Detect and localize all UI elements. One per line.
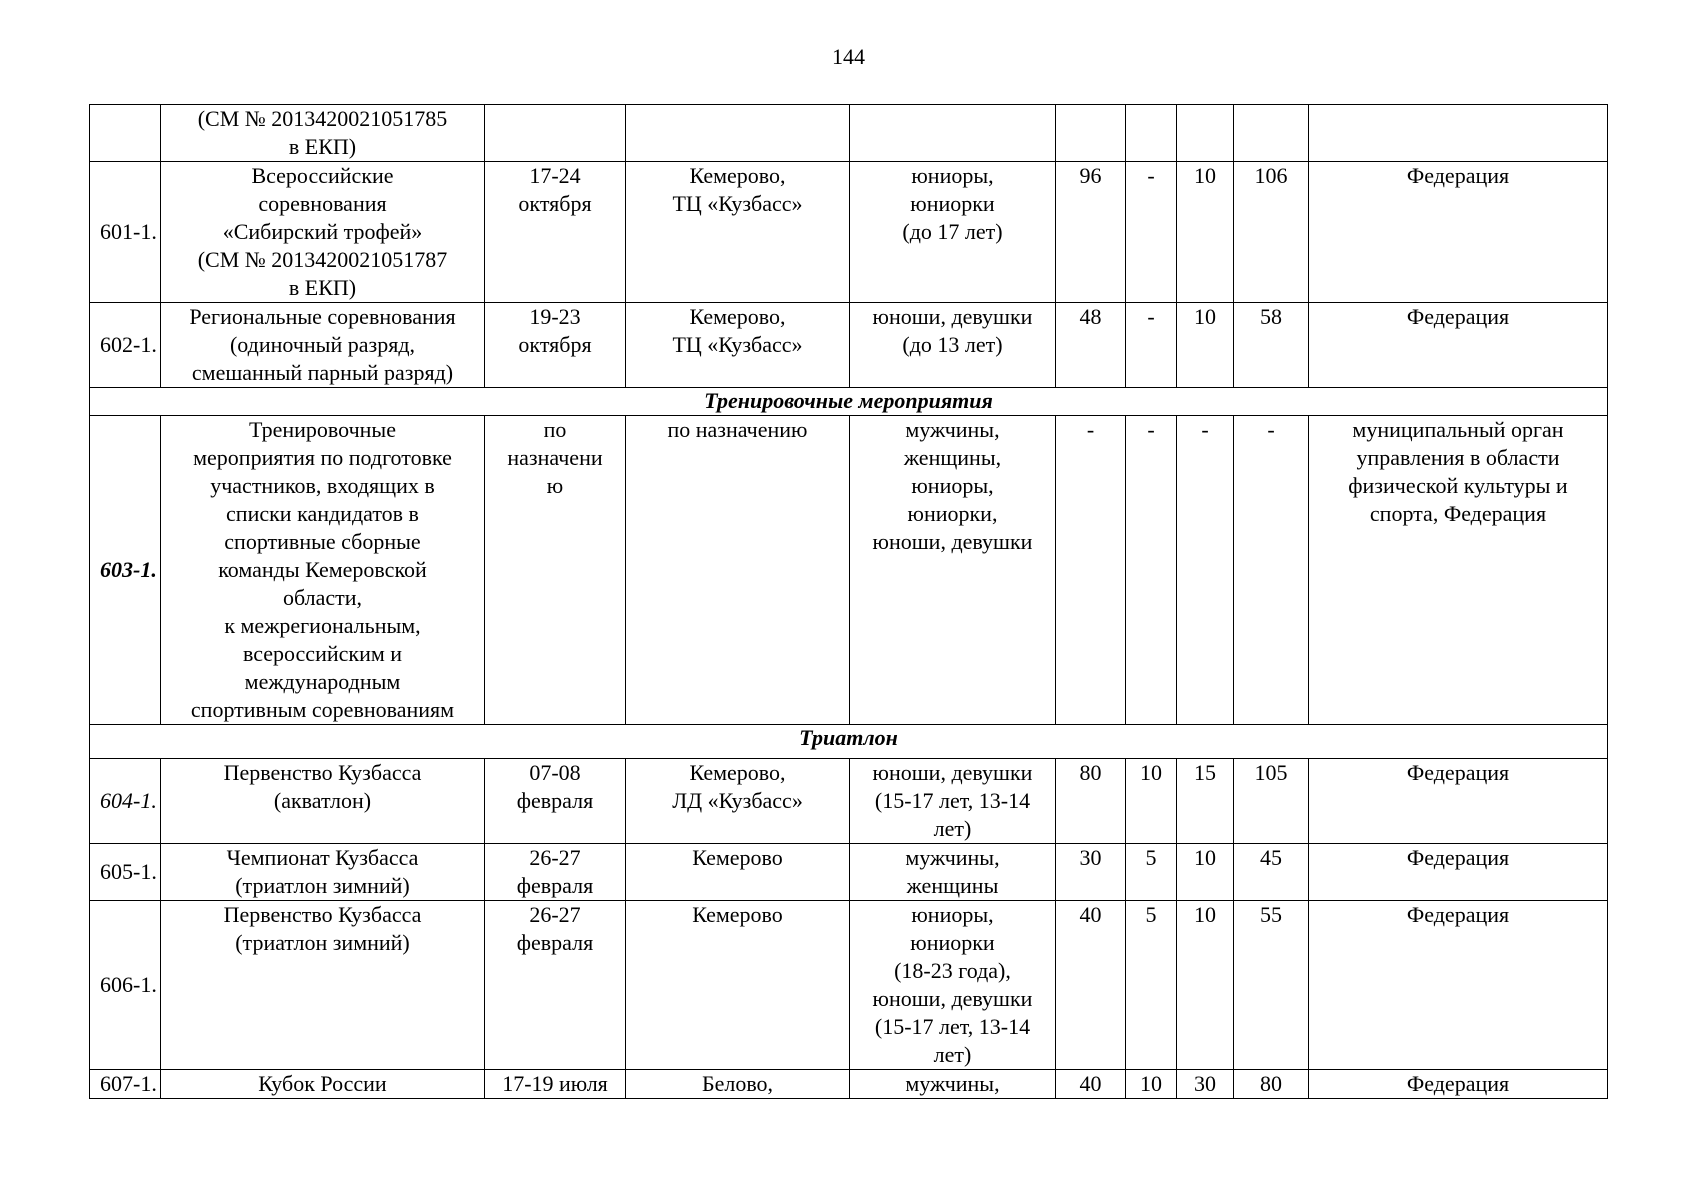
row-number: 603-1. — [90, 416, 161, 725]
count-3 — [1177, 105, 1234, 162]
count-3: - — [1177, 416, 1234, 725]
count-total: 45 — [1234, 844, 1309, 901]
event-name: (СМ № 2013420021051785 в ЕКП) — [161, 105, 485, 162]
event-name: Тренировочные мероприятия по подготовке участников, входящих в списки кандидатов в спортивные сборные команды Кемеровской области, к межрегиональным, всероссийским и международным спортивным соревнованиям — [161, 416, 485, 725]
count-3: 10 — [1177, 901, 1234, 1070]
event-name: Чемпионат Кузбасса (триатлон зимний) — [161, 844, 485, 901]
participants: мужчины, женщины, юниоры, юниорки, юноши, девушки — [850, 416, 1056, 725]
count-3: 10 — [1177, 844, 1234, 901]
organizer: Федерация — [1309, 844, 1608, 901]
count-3: 15 — [1177, 759, 1234, 844]
event-place: по назначению — [626, 416, 850, 725]
event-place: Кемерово — [626, 844, 850, 901]
count-total — [1234, 105, 1309, 162]
count-1: - — [1056, 416, 1126, 725]
count-1 — [1056, 105, 1126, 162]
participants: юноши, девушки (до 13 лет) — [850, 303, 1056, 388]
event-place: Кемерово — [626, 901, 850, 1070]
count-3: 30 — [1177, 1070, 1234, 1099]
event-dates: 19-23 октября — [485, 303, 626, 388]
section-title: Тренировочные мероприятия — [90, 388, 1608, 416]
table-row — [90, 844, 1608, 901]
count-2: 5 — [1126, 901, 1177, 1070]
organizer: муниципальный орган управления в области физической культуры и спорта, Федерация — [1309, 416, 1608, 725]
table-row — [90, 105, 1608, 162]
row-number: 606-1. — [90, 901, 161, 1070]
organizer — [1309, 105, 1608, 162]
count-2: 10 — [1126, 1070, 1177, 1099]
participants: мужчины, — [850, 1070, 1056, 1099]
event-place: Кемерово, ТЦ «Кузбасс» — [626, 303, 850, 388]
event-dates: 07-08 февраля — [485, 759, 626, 844]
row-number: 602-1. — [90, 303, 161, 388]
count-1: 48 — [1056, 303, 1126, 388]
event-place: Кемерово, ЛД «Кузбасс» — [626, 759, 850, 844]
table-row — [90, 416, 1608, 725]
event-name: Первенство Кузбасса (акватлон) — [161, 759, 485, 844]
count-1: 96 — [1056, 162, 1126, 303]
section-row — [90, 725, 1608, 759]
event-name: Региональные соревнования (одиночный разряд, смешанный парный разряд) — [161, 303, 485, 388]
table-row — [90, 759, 1608, 844]
count-1: 40 — [1056, 901, 1126, 1070]
participants: мужчины, женщины — [850, 844, 1056, 901]
row-number — [90, 105, 161, 162]
count-total: 55 — [1234, 901, 1309, 1070]
organizer: Федерация — [1309, 901, 1608, 1070]
row-number: 605-1. — [90, 844, 161, 901]
event-place — [626, 105, 850, 162]
event-dates: 17-19 июля — [485, 1070, 626, 1099]
organizer: Федерация — [1309, 303, 1608, 388]
count-1: 40 — [1056, 1070, 1126, 1099]
table-row — [90, 303, 1608, 388]
count-2: - — [1126, 416, 1177, 725]
section-title: Триатлон — [90, 725, 1608, 759]
section-row — [90, 388, 1608, 416]
events-table — [89, 104, 1608, 1099]
event-name: Кубок России — [161, 1070, 485, 1099]
count-2: 5 — [1126, 844, 1177, 901]
count-total: 58 — [1234, 303, 1309, 388]
count-1: 80 — [1056, 759, 1126, 844]
event-name: Первенство Кузбасса (триатлон зимний) — [161, 901, 485, 1070]
table-row — [90, 162, 1608, 303]
table-row — [90, 901, 1608, 1070]
participants: юноши, девушки (15-17 лет, 13-14 лет) — [850, 759, 1056, 844]
count-3: 10 — [1177, 162, 1234, 303]
page-number: 144 — [832, 44, 865, 69]
count-total: - — [1234, 416, 1309, 725]
event-dates: по назначени ю — [485, 416, 626, 725]
count-total: 105 — [1234, 759, 1309, 844]
event-name: Всероссийские соревнования «Сибирский трофей» (СМ № 2013420021051787 в ЕКП) — [161, 162, 485, 303]
event-dates: 26-27 февраля — [485, 901, 626, 1070]
count-2: 10 — [1126, 759, 1177, 844]
event-dates — [485, 105, 626, 162]
event-place: Белово, — [626, 1070, 850, 1099]
participants: юниоры, юниорки (до 17 лет) — [850, 162, 1056, 303]
participants: юниоры, юниорки (18-23 года), юноши, девушки (15-17 лет, 13-14 лет) — [850, 901, 1056, 1070]
participants — [850, 105, 1056, 162]
count-2: - — [1126, 162, 1177, 303]
count-total: 80 — [1234, 1070, 1309, 1099]
row-number: 607-1. — [90, 1070, 161, 1099]
organizer: Федерация — [1309, 1070, 1608, 1099]
event-dates: 26-27 февраля — [485, 844, 626, 901]
event-dates: 17-24 октября — [485, 162, 626, 303]
count-total: 106 — [1234, 162, 1309, 303]
count-3: 10 — [1177, 303, 1234, 388]
organizer: Федерация — [1309, 759, 1608, 844]
table-row — [90, 1070, 1608, 1099]
events-table-body — [90, 105, 1608, 1099]
count-2: - — [1126, 303, 1177, 388]
organizer: Федерация — [1309, 162, 1608, 303]
event-place: Кемерово, ТЦ «Кузбасс» — [626, 162, 850, 303]
count-2 — [1126, 105, 1177, 162]
row-number: 604-1. — [90, 759, 161, 844]
row-number: 601-1. — [90, 162, 161, 303]
count-1: 30 — [1056, 844, 1126, 901]
